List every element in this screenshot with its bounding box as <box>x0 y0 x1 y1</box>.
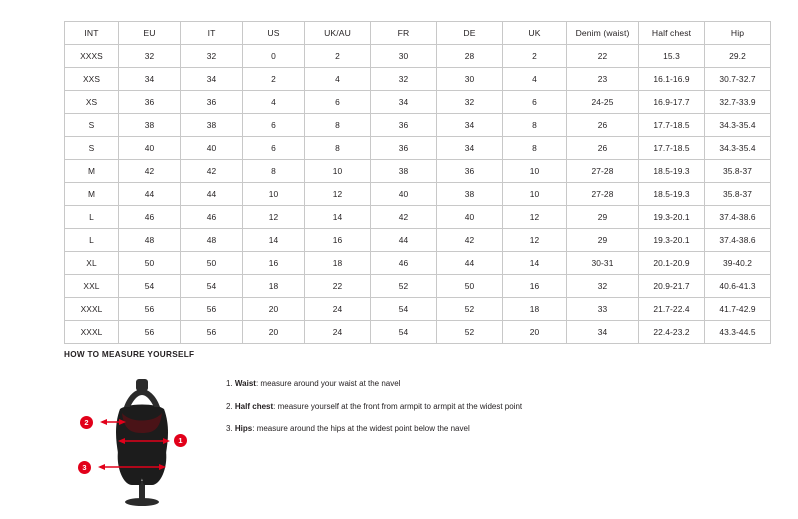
table-cell: 28 <box>437 45 503 68</box>
measure-note-term: Waist <box>234 379 256 388</box>
measure-notes-list <box>226 373 522 447</box>
table-cell: 30 <box>437 68 503 91</box>
table-cell: S <box>65 114 119 137</box>
table-cell: 16.9-17.7 <box>639 91 705 114</box>
table-cell: L <box>65 206 119 229</box>
column-header-us: US <box>243 22 305 45</box>
table-header <box>65 22 771 45</box>
measure-note <box>226 379 522 389</box>
table-cell: S <box>65 137 119 160</box>
table-cell: 10 <box>503 160 567 183</box>
table-row <box>65 206 771 229</box>
table-row <box>65 45 771 68</box>
table-cell: 2 <box>305 45 371 68</box>
table-cell: XXXL <box>65 298 119 321</box>
measure-note-number: 2. <box>226 401 233 411</box>
table-cell: 24-25 <box>567 91 639 114</box>
table-cell: 18 <box>243 275 305 298</box>
column-header-it: IT <box>181 22 243 45</box>
table-cell: 40 <box>119 137 181 160</box>
table-cell: 20.9-21.7 <box>639 275 705 298</box>
table-cell: 46 <box>371 252 437 275</box>
table-cell: 4 <box>243 91 305 114</box>
table-cell: 19.3-20.1 <box>639 206 705 229</box>
table-cell: 12 <box>503 229 567 252</box>
table-cell: 6 <box>243 114 305 137</box>
table-cell: 18.5-19.3 <box>639 160 705 183</box>
table-cell: 42 <box>119 160 181 183</box>
table-cell: 46 <box>119 206 181 229</box>
table-cell: 34.3-35.4 <box>705 137 771 160</box>
table-cell: XXXS <box>65 45 119 68</box>
table-cell: 36 <box>181 91 243 114</box>
table-cell: 8 <box>503 137 567 160</box>
table-cell: 8 <box>305 137 371 160</box>
table-cell: 32 <box>119 45 181 68</box>
table-cell: 34 <box>371 91 437 114</box>
column-header-fr: FR <box>371 22 437 45</box>
measure-note-text: : measure around your waist at the navel <box>255 379 401 388</box>
table-cell: 35.8-37 <box>705 183 771 206</box>
table-cell: XXXL <box>65 321 119 344</box>
table-row <box>65 229 771 252</box>
table-cell: 39-40.2 <box>705 252 771 275</box>
table-cell: 16 <box>305 229 371 252</box>
table-cell: XL <box>65 252 119 275</box>
table-cell: 20 <box>243 321 305 344</box>
size-chart-table-wrapper <box>64 21 756 344</box>
table-cell: 15.3 <box>639 45 705 68</box>
table-cell: 38 <box>437 183 503 206</box>
table-cell: 34 <box>181 68 243 91</box>
column-header-hip: Hip <box>705 22 771 45</box>
table-cell: 17.7-18.5 <box>639 137 705 160</box>
measure-note <box>226 424 522 434</box>
table-header-row <box>65 22 771 45</box>
table-row <box>65 252 771 275</box>
table-cell: 36 <box>371 114 437 137</box>
column-header-eu: EU <box>119 22 181 45</box>
table-cell: 37.4-38.6 <box>705 229 771 252</box>
table-cell: 24 <box>305 321 371 344</box>
table-cell: 34 <box>437 137 503 160</box>
table-cell: 30.7-32.7 <box>705 68 771 91</box>
table-cell: 21.7-22.4 <box>639 298 705 321</box>
table-cell: 37.4-38.6 <box>705 206 771 229</box>
table-row <box>65 183 771 206</box>
table-cell: 56 <box>181 321 243 344</box>
measure-note-text: : measure around the hips at the widest point below the navel <box>252 424 470 434</box>
how-to-measure-title: HOW TO MEASURE YOURSELF <box>64 350 195 359</box>
table-cell: 40 <box>181 137 243 160</box>
table-cell: 23 <box>567 68 639 91</box>
table-cell: 32 <box>371 68 437 91</box>
table-cell: M <box>65 160 119 183</box>
table-cell: 48 <box>119 229 181 252</box>
column-header-uk-au: UK/AU <box>305 22 371 45</box>
table-cell: 14 <box>243 229 305 252</box>
table-cell: 2 <box>503 45 567 68</box>
table-cell: 6 <box>305 91 371 114</box>
table-cell: 34 <box>567 321 639 344</box>
table-row <box>65 321 771 344</box>
table-cell: 29 <box>567 206 639 229</box>
table-cell: 8 <box>503 114 567 137</box>
table-row <box>65 137 771 160</box>
how-to-measure-body <box>64 373 764 508</box>
size-chart-table <box>64 21 771 344</box>
measure-badge-3: 3 <box>78 461 91 474</box>
how-to-measure-section <box>64 350 764 508</box>
table-cell: 52 <box>371 275 437 298</box>
table-cell: 22.4-23.2 <box>639 321 705 344</box>
table-cell: 54 <box>371 298 437 321</box>
table-cell: 30-31 <box>567 252 639 275</box>
table-cell: 8 <box>243 160 305 183</box>
table-cell: 56 <box>119 298 181 321</box>
table-cell: 18 <box>503 298 567 321</box>
table-row <box>65 275 771 298</box>
table-cell: M <box>65 183 119 206</box>
table-cell: 22 <box>305 275 371 298</box>
table-row <box>65 114 771 137</box>
table-cell: 6 <box>503 91 567 114</box>
table-cell: 22 <box>567 45 639 68</box>
table-cell: 20 <box>503 321 567 344</box>
table-cell: 26 <box>567 114 639 137</box>
table-cell: 29 <box>567 229 639 252</box>
table-cell: 34 <box>119 68 181 91</box>
table-cell: 16.1-16.9 <box>639 68 705 91</box>
table-cell: 44 <box>119 183 181 206</box>
table-cell: 50 <box>119 252 181 275</box>
measure-note-term: Hips <box>234 424 253 434</box>
table-cell: 36 <box>371 137 437 160</box>
table-cell: 54 <box>371 321 437 344</box>
column-header-half-chest: Half chest <box>639 22 705 45</box>
column-header-uk: UK <box>503 22 567 45</box>
measure-badge-1: 1 <box>174 434 187 447</box>
table-cell: 50 <box>437 275 503 298</box>
table-cell: 12 <box>305 183 371 206</box>
table-cell: 34 <box>437 114 503 137</box>
table-cell: XXS <box>65 68 119 91</box>
table-cell: 44 <box>371 229 437 252</box>
table-cell: 26 <box>567 137 639 160</box>
mannequin-illustration <box>84 373 204 508</box>
table-cell: 40.6-41.3 <box>705 275 771 298</box>
table-cell: 0 <box>243 45 305 68</box>
table-cell: 27-28 <box>567 160 639 183</box>
table-cell: 17.7-18.5 <box>639 114 705 137</box>
measure-note-number: 1. <box>226 379 233 388</box>
table-cell: 41.7-42.9 <box>705 298 771 321</box>
table-cell: 2 <box>243 68 305 91</box>
table-cell: 54 <box>181 275 243 298</box>
table-cell: 43.3-44.5 <box>705 321 771 344</box>
column-header-denim-waist: Denim (waist) <box>567 22 639 45</box>
table-cell: 42 <box>371 206 437 229</box>
table-cell: 32 <box>437 91 503 114</box>
table-cell: 32.7-33.9 <box>705 91 771 114</box>
table-cell: 56 <box>181 298 243 321</box>
measure-note <box>226 402 522 412</box>
table-cell: 29.2 <box>705 45 771 68</box>
column-header-int: INT <box>65 22 119 45</box>
table-cell: 54 <box>119 275 181 298</box>
table-cell: 16 <box>503 275 567 298</box>
table-cell: 48 <box>181 229 243 252</box>
table-cell: 32 <box>567 275 639 298</box>
table-cell: 18 <box>305 252 371 275</box>
table-body <box>65 45 771 344</box>
table-cell: 40 <box>371 183 437 206</box>
table-cell: 30 <box>371 45 437 68</box>
table-cell: 36 <box>119 91 181 114</box>
table-cell: XS <box>65 91 119 114</box>
table-cell: 27-28 <box>567 183 639 206</box>
table-cell: 52 <box>437 321 503 344</box>
table-cell: 4 <box>305 68 371 91</box>
table-cell: 10 <box>305 160 371 183</box>
measure-note-text: : measure yourself at the front from armpit to armpit at the widest point <box>273 401 523 411</box>
table-row <box>65 68 771 91</box>
table-cell: 35.8-37 <box>705 160 771 183</box>
table-cell: 38 <box>371 160 437 183</box>
table-cell: 18.5-19.3 <box>639 183 705 206</box>
table-cell: 10 <box>503 183 567 206</box>
table-cell: 44 <box>437 252 503 275</box>
table-row <box>65 91 771 114</box>
table-cell: 34.3-35.4 <box>705 114 771 137</box>
table-cell: 4 <box>503 68 567 91</box>
table-cell: 38 <box>119 114 181 137</box>
table-cell: 42 <box>181 160 243 183</box>
table-cell: 42 <box>437 229 503 252</box>
table-cell: 40 <box>437 206 503 229</box>
table-cell: 20 <box>243 298 305 321</box>
table-cell: 32 <box>181 45 243 68</box>
table-row <box>65 160 771 183</box>
table-cell: 33 <box>567 298 639 321</box>
table-cell: 6 <box>243 137 305 160</box>
table-cell: XXL <box>65 275 119 298</box>
table-cell: L <box>65 229 119 252</box>
table-cell: 50 <box>181 252 243 275</box>
table-cell: 24 <box>305 298 371 321</box>
table-cell: 14 <box>503 252 567 275</box>
table-cell: 44 <box>181 183 243 206</box>
table-cell: 46 <box>181 206 243 229</box>
table-cell: 20.1-20.9 <box>639 252 705 275</box>
table-cell: 38 <box>181 114 243 137</box>
table-cell: 10 <box>243 183 305 206</box>
table-cell: 56 <box>119 321 181 344</box>
measure-note-term: Half chest <box>234 401 274 411</box>
table-cell: 12 <box>503 206 567 229</box>
column-header-de: DE <box>437 22 503 45</box>
table-cell: 12 <box>243 206 305 229</box>
table-cell: 19.3-20.1 <box>639 229 705 252</box>
table-row <box>65 298 771 321</box>
table-cell: 16 <box>243 252 305 275</box>
measure-badge-2: 2 <box>80 416 93 429</box>
table-cell: 14 <box>305 206 371 229</box>
measure-note-number: 3. <box>226 424 233 434</box>
table-cell: 36 <box>437 160 503 183</box>
table-cell: 52 <box>437 298 503 321</box>
table-cell: 8 <box>305 114 371 137</box>
